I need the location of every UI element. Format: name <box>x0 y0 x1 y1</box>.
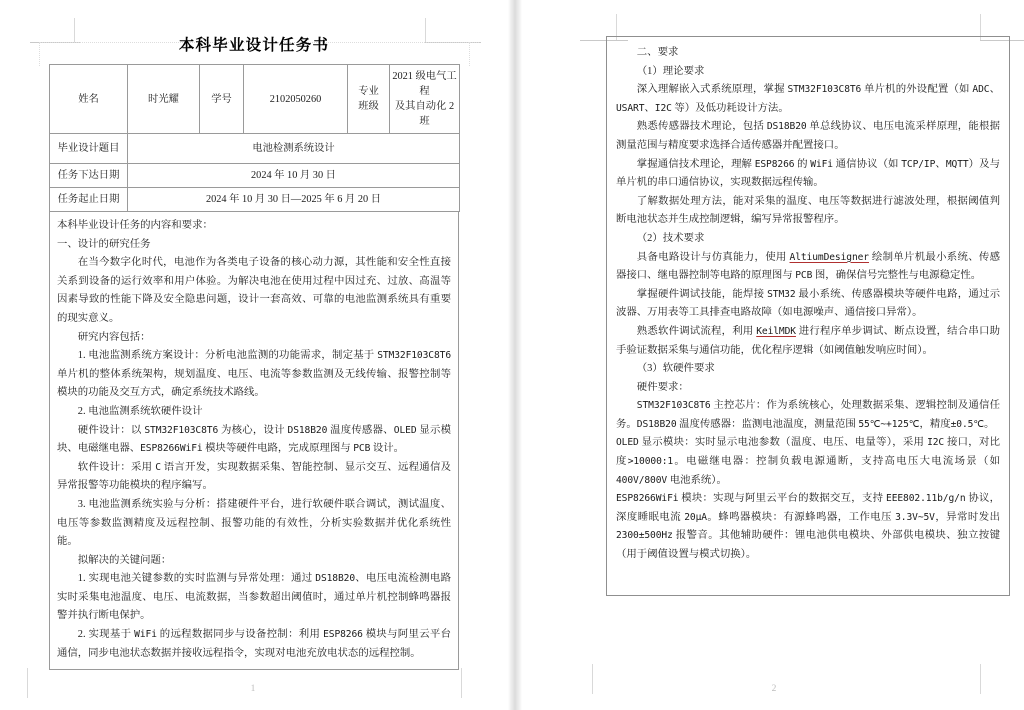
kp2-code-wifi: WiFi <box>134 629 157 641</box>
paragraph-research-lead: 研究内容包括： <box>77 331 151 343</box>
th2-text-b: 单总线协议、电压电流采样原理，能根据测量范围与精度要求选择合适传感器并配置接口。 <box>616 121 1000 151</box>
item1-text-a: 1. 电池监测系统方案设计：分析电池监测的功能需求，制定基于 <box>77 350 378 362</box>
section-1-heading: 一、设计的研究任务 <box>57 238 151 250</box>
kp1-text-b: 、电压电流检测电路实时采集电池温度、电压、电流数据，当参数超出阈值时，通过单片机控制蜂鸣器报警并执行断电保护。 <box>57 573 451 622</box>
paragraph-tech-1 <box>616 249 1000 286</box>
hs3-text-a: 模块：实现与阿里云平台的数据交互，支持 <box>678 493 887 505</box>
sw-code-c: C <box>155 461 161 473</box>
hs2-text-b: 接口，对比度 <box>616 437 1000 468</box>
th1-code-adc: ADC <box>972 84 990 96</box>
paragraph-tech-2 <box>616 286 1000 323</box>
hw-text-a: 硬件设计：以 <box>77 424 145 436</box>
tc2-code-stm32: STM32 <box>767 288 796 300</box>
subsection-3-heading: （3）软硬件要求 <box>636 363 715 375</box>
hs3-text-b: 协议，深度睡眠电流 <box>616 493 1000 523</box>
table-row-period <box>50 188 460 212</box>
tc2-text-b: 最小系统、传感器模块等硬件电路，通过示波器、万用表等工具排查电路故障（如电源噪声、通信接口异常）。 <box>616 288 1000 319</box>
kp1-code-ds18b20: DS18B20 <box>315 573 356 585</box>
hs1-text-d: 。 <box>984 418 995 430</box>
hw-code-mcu: STM32F103C8T6 <box>144 424 219 436</box>
paragraph-software-design <box>57 459 451 496</box>
hw-code-oled: OLED <box>393 424 417 436</box>
hw-text-f: 设计。 <box>370 443 405 455</box>
tc1-text-c: 图，确保信号完整性与电源稳定性。 <box>812 270 982 282</box>
paragraph-theory-2 <box>616 118 1000 155</box>
hardware-requirements-heading: 硬件要求： <box>636 381 689 393</box>
paragraph-theory-3 <box>616 156 1000 193</box>
hw-text-e: 模块等硬件电路，完成原理图与 <box>202 443 354 455</box>
th3-code-esp8266: ESP8266 <box>754 158 795 170</box>
hs2-text-d: 电池系统）。 <box>667 474 727 486</box>
hs3-code-esp8266wifi: ESP8266WiFi <box>616 493 679 505</box>
cell-major-label-line2: 班级 <box>358 101 379 112</box>
hs2-contrast-ratio: >10000:1 <box>627 456 674 468</box>
th2-code-ds18b20: DS18B20 <box>766 121 807 133</box>
page-1-sheet <box>3 0 503 710</box>
document-title: 本科毕业设计任务书 <box>178 37 330 54</box>
hs3-text-e: 报警音。其他辅助硬件：锂电池供电模块、外部供电模块、独立按键（用于阈值设置与模式切换）。 <box>616 530 1000 561</box>
tc1-code-pcb: PCB <box>795 270 813 282</box>
th1-text-b: 单片机的外设配置（如 <box>861 84 973 96</box>
paragraph-hardware-design <box>57 422 451 459</box>
hw-code-esp8266: ESP8266WiFi <box>140 443 203 455</box>
cell-name-value: 时光耀 <box>128 65 200 134</box>
student-info-table <box>49 64 460 212</box>
tc3-text-a: 熟悉软件调试流程，利用 <box>636 325 757 337</box>
hs3-buzzer-voltage: 3.3V~5V <box>895 511 935 523</box>
task-intro: 本科毕业设计任务的内容和要求： <box>57 220 213 231</box>
hs3-alarm-frequency: 2300±500Hz <box>616 530 673 542</box>
paragraph-hardware-spec-2 <box>616 434 1000 490</box>
th1-code-usart: USART <box>616 102 645 114</box>
hs1-code-ds18b20: DS18B20 <box>636 418 677 430</box>
th3-code-tcpip: TCP/IP <box>901 158 936 170</box>
hs3-text-d: ，异常时发出 <box>934 511 1000 523</box>
hs3-sleep-current: 20μA <box>684 511 707 523</box>
paragraph-item-2: 2. 电池监测系统软硬件设计 <box>77 405 203 417</box>
th2-text-a: 熟悉传感器技术理论，包括 <box>636 121 767 133</box>
th3-code-wifi: WiFi <box>810 158 833 170</box>
sw-text-a: 软件设计：采用 <box>77 461 156 473</box>
hs2-text-c: 。电磁继电器：控制负载电源通断，支持高电压大电流场景（如 <box>673 456 1001 468</box>
th3-code-mqtt: MQTT <box>945 158 969 170</box>
hs1-text-b: 温度传感器：监测电池温度，测量范围 <box>676 418 859 430</box>
paragraph-key-problem-1 <box>57 570 451 626</box>
kp2-code-esp8266: ESP8266 <box>323 629 363 641</box>
cell-major-label <box>348 65 390 134</box>
hs2-text-a: 显示模块：实时显示电池参数（温度、电压、电量等），采用 <box>638 437 928 449</box>
crop-mark-bottom-left-p2 <box>580 664 620 702</box>
table-row-topic <box>50 134 460 164</box>
section-2-heading: 二、要求 <box>636 47 679 58</box>
hs1-text-a: 主控芯片：作为系统核心，处理数据采集、逻辑控制及通信任务。 <box>616 400 1000 430</box>
paragraph-hardware-spec-1 <box>616 397 1000 434</box>
text-boundary-left <box>39 42 40 66</box>
cell-major-value-line1: 2021 级电气工程 <box>392 71 457 97</box>
cell-period-value: 2024 年 10 月 30 日—2025 年 6 月 20 日 <box>128 188 460 212</box>
hw-text-d: 显示模块、电磁继电器、 <box>57 424 451 455</box>
hs2-code-i2c: I2C <box>927 437 945 449</box>
tc1-text-b: 绘制单片机最小系统、传感器接口、继电器控制等电路的原理图与 <box>616 251 1000 282</box>
cell-period-label: 任务起止日期 <box>50 188 128 212</box>
hs2-voltage-scene: 400V/800V <box>616 474 668 486</box>
tc1-tool-altium-designer: AltiumDesigner <box>789 251 869 263</box>
hw-code-pcb: PCB <box>353 443 371 455</box>
paragraph-key-problems-lead: 拟解决的关键问题： <box>77 554 172 566</box>
tc3-tool-keil-mdk: KeilMDK <box>756 325 796 337</box>
paragraph-item-1 <box>57 347 451 403</box>
item1-text-b: 单片机的整体系统架构，规划温度、电压、电流等参数监测及无线传输、报警控制等模块的功能及交互方式，确定系统技术路线。 <box>57 368 451 399</box>
page-1-content <box>49 32 459 670</box>
paragraph-tech-3 <box>616 323 1000 360</box>
hw-text-b: 为核心，设计 <box>218 424 288 436</box>
page-2-number: 2 <box>771 684 777 694</box>
th3-text-b: 的 <box>794 158 811 170</box>
cell-topic-value: 电池检测系统设计 <box>128 134 460 164</box>
hs1-accuracy: ±0.5℃ <box>950 418 985 430</box>
th1-text-e: 等）及低功耗设计方法。 <box>671 102 789 114</box>
th1-text-c: 、 <box>989 84 1000 96</box>
kp2-text-a: 2. 实现基于 <box>77 629 135 641</box>
paragraph-background: 在当今数字化时代，电池作为各类电子设备的核心动力源，其性能和安全性直接关系到设备的运行效率和用户体验。为解决电池在使用过程中因过充、过放、高温等因素导致的性能下降及安全隐患问题，设计一套高效、可靠的电池监测系统具有重要的现实意义。 <box>57 257 451 324</box>
cell-topic-label: 毕业设计题目 <box>50 134 128 164</box>
tc2-text-a: 掌握硬件调试技能，能焊接 <box>636 288 768 300</box>
th3-text-a: 掌握通信技术理论，理解 <box>636 158 755 170</box>
kp2-text-c: 模块与阿里云平台通信，同步电池状态数据并接收远程指令，实现对电池充放电状态的远程控制。 <box>57 629 451 659</box>
kp1-text-a: 1. 实现电池关键参数的实时监测与异常处理：通过 <box>77 573 316 585</box>
cell-major-value <box>390 65 460 134</box>
hw-code-ds18b20: DS18B20 <box>287 424 328 436</box>
cell-issue-date-value: 2024 年 10 月 30 日 <box>128 164 460 188</box>
cell-issue-date-label: 任务下达日期 <box>50 164 128 188</box>
requirements-frame <box>606 36 1010 596</box>
paragraph-theory-4: 了解数据处理方法，能对采集的温度、电压等数据进行滤波处理，根据阈值判断电池状态并生成控制逻辑，编写异常报警程序。 <box>616 195 1000 226</box>
hs1-text-c: ，精度 <box>919 418 951 430</box>
cell-id-label: 学号 <box>200 65 244 134</box>
paragraph-key-problem-2 <box>57 626 451 663</box>
tc1-text-a: 具备电路设计与仿真能力，使用 <box>636 251 790 263</box>
th1-text-d: 、 <box>644 102 655 114</box>
paragraph-hardware-spec-3 <box>616 490 1000 564</box>
subsection-2-heading: （2）技术要求 <box>636 232 705 244</box>
table-row-student <box>50 65 460 134</box>
page-gutter <box>508 0 522 710</box>
page-1-number: 1 <box>250 684 256 694</box>
text-boundary-right <box>469 42 470 66</box>
paragraph-item-3: 3. 电池监测系统实验与分析：搭建硬件平台，进行软硬件联合调试，测试温度、电压等参数监测精度及远程控制、报警功能的有效性，分析实验数据并优化系统性能。 <box>57 498 451 548</box>
hs3-wifi-standard: EEE802.11b/g/n <box>886 493 966 505</box>
th1-code-i2c: I2C <box>654 102 672 114</box>
page-2-content <box>606 36 1010 596</box>
subsection-1-heading: （1）理论要求 <box>636 65 705 77</box>
hs3-text-c: 。蜂鸣器模块：有源蜂鸣器，工作电压 <box>706 511 896 523</box>
th3-text-c: 通信协议（如 <box>833 158 902 170</box>
th3-text-d: 、 <box>935 158 946 170</box>
cell-name-label: 姓名 <box>50 65 128 134</box>
cell-major-value-line2: 及其自动化 2 班 <box>394 101 455 127</box>
paragraph-theory-1 <box>616 81 1000 118</box>
kp2-text-b: 的远程数据同步与设备控制：利用 <box>156 629 324 641</box>
hs1-temp-range: 55℃~+125℃ <box>858 418 920 430</box>
table-row-issue-date <box>50 164 460 188</box>
item1-mcu-code: STM32F103C8T6 <box>377 350 451 362</box>
th3-text-e: ）及与单片机的串口通信协议，实现数据远程传输。 <box>616 158 1000 189</box>
crop-mark-bottom-right-p2 <box>964 664 1014 702</box>
th1-text-a: 深入理解嵌入式系统原理，掌握 <box>636 84 788 96</box>
th1-code-mcu: STM32F103C8T6 <box>787 84 862 96</box>
sw-text-b: 语言开发，实现数据采集、智能控制、显示交互、远程通信及异常报警等功能模块的程序编写。 <box>57 461 451 492</box>
cell-major-label-line1: 专业 <box>358 86 379 97</box>
task-content-frame <box>49 212 459 670</box>
cell-id-value: 2102050260 <box>244 65 348 134</box>
hs2-code-oled: OLED <box>616 437 639 449</box>
hw-text-c: 温度传感器、 <box>327 424 394 436</box>
tc3-text-b: 进行程序单步调试、断点设置，结合串口助手验证数据采集与通信功能，优化程序逻辑（如阈值触发响应时间）。 <box>616 325 1000 356</box>
page-2-sheet <box>524 0 1024 710</box>
hs1-code-mcu: STM32F103C8T6 <box>636 400 711 412</box>
